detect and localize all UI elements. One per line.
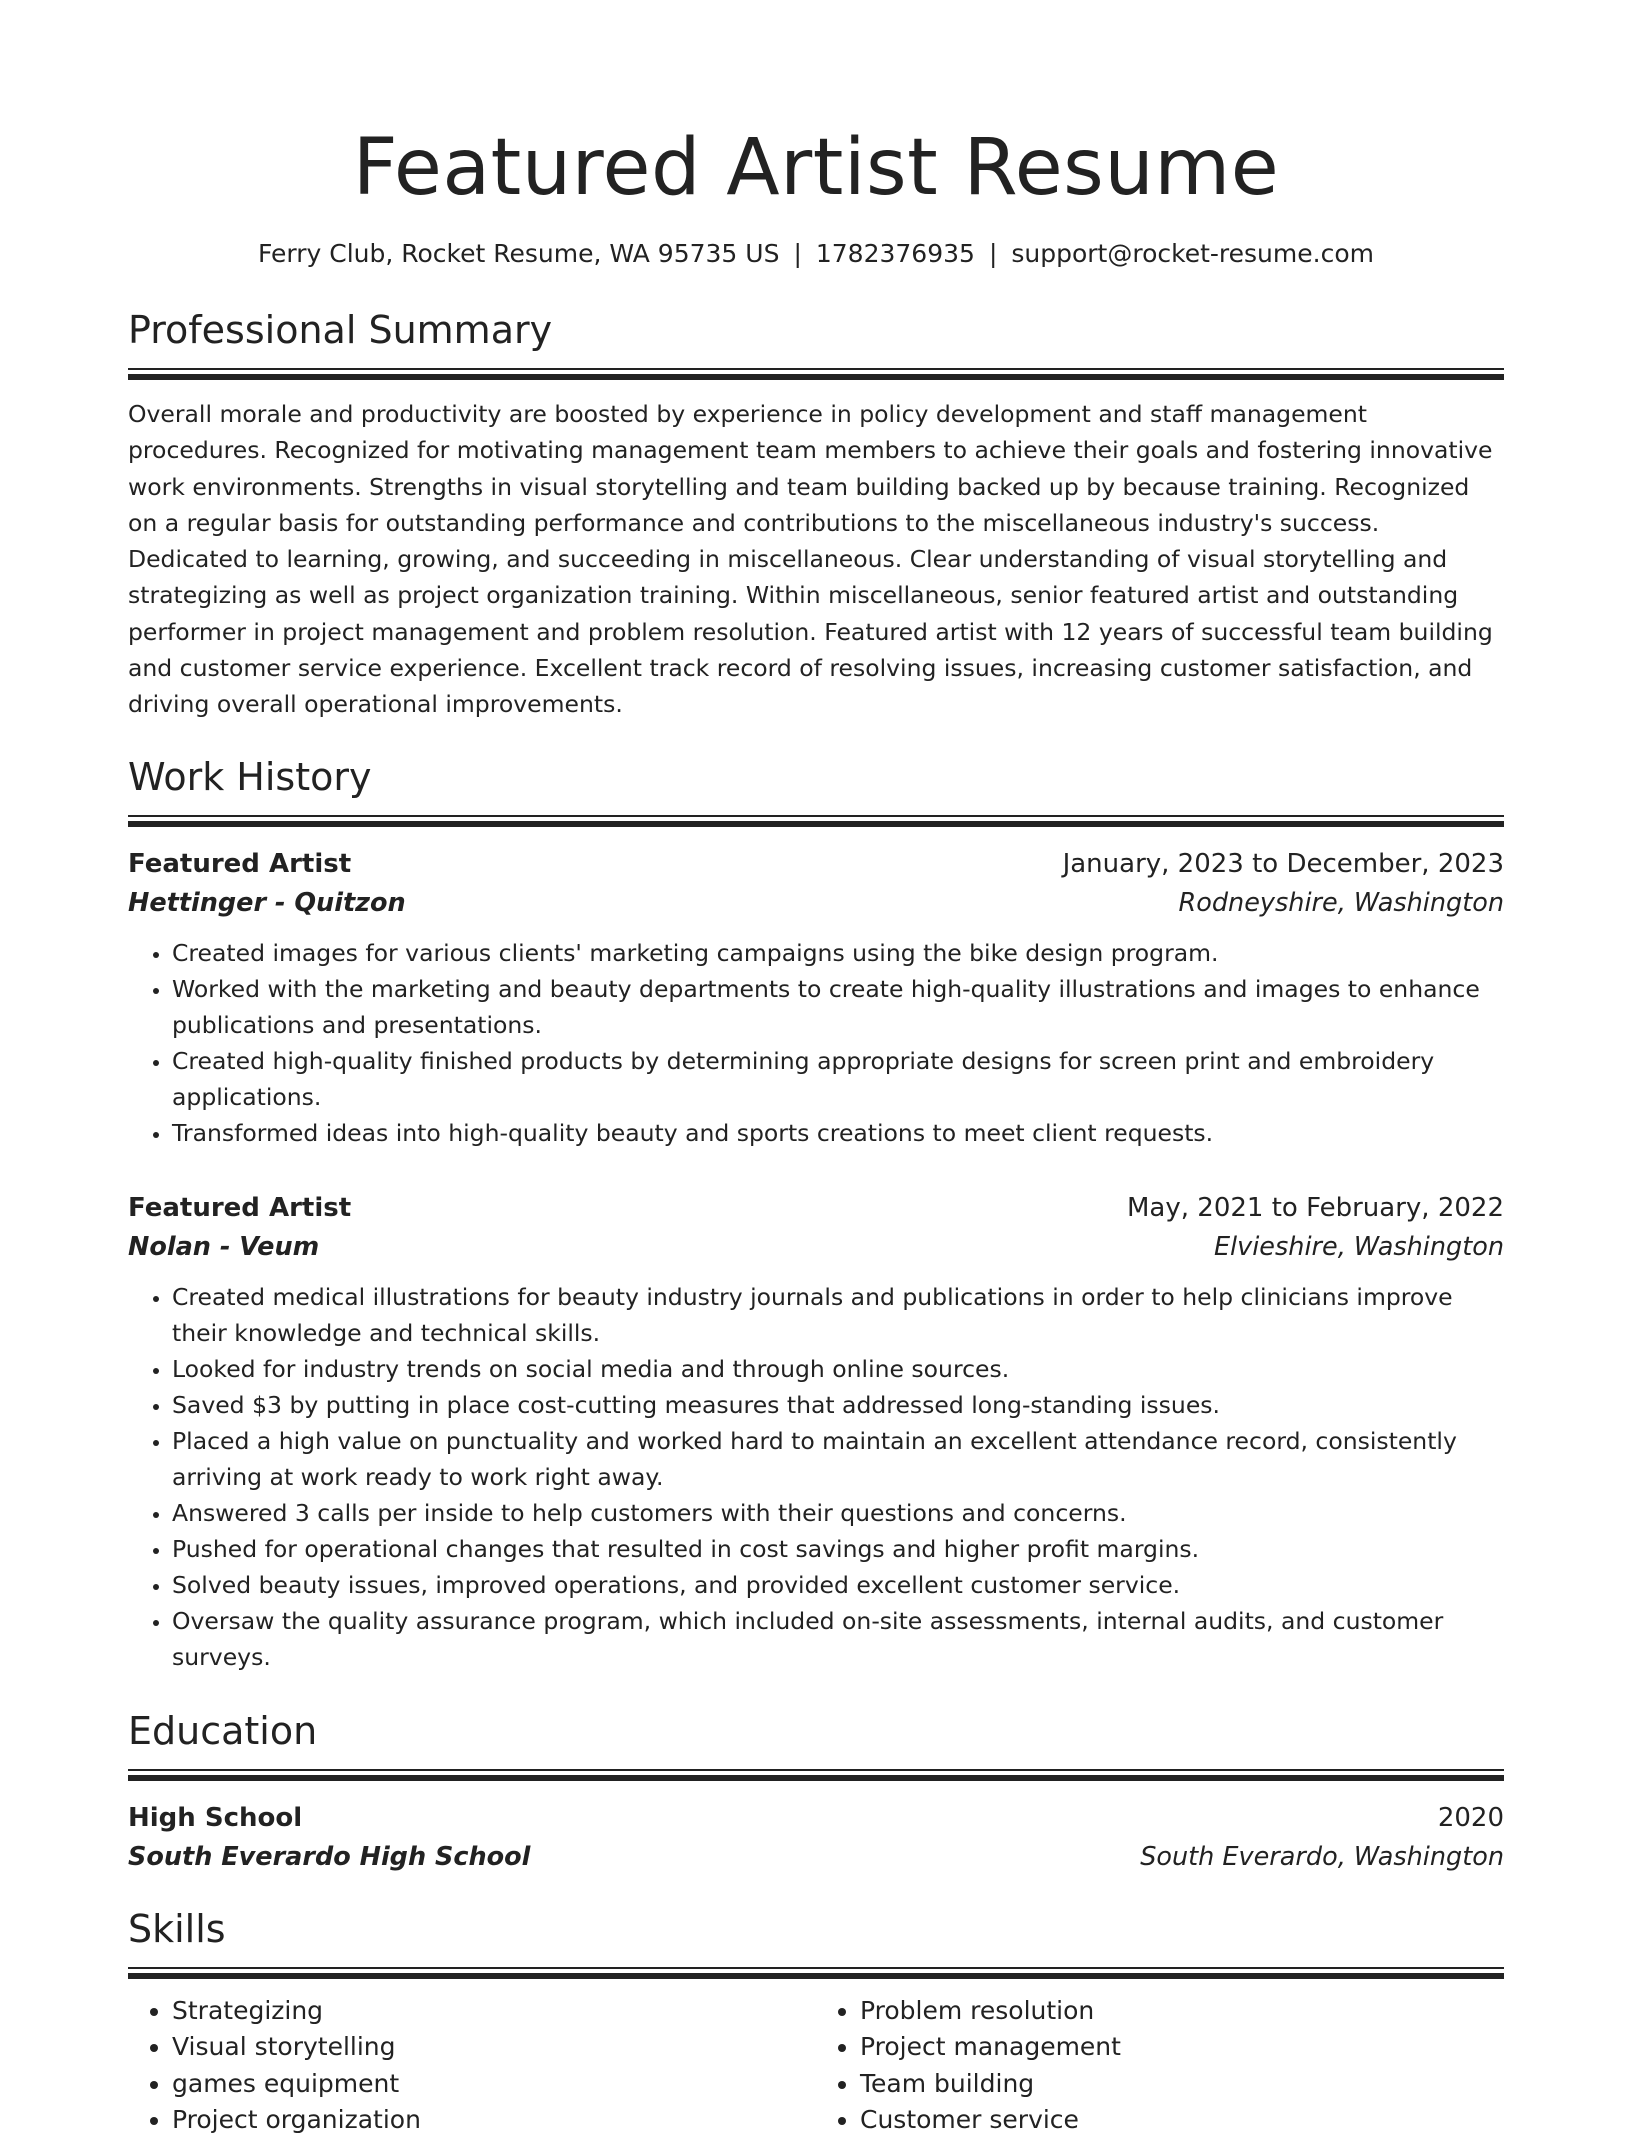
- contact-phone: 1782376935: [815, 239, 975, 268]
- job-bullets: [128, 935, 1504, 1151]
- job-bullet: • Created medical illustrations for beauty industry journals and publications in order to help clinicians improve their knowledge and technical skills.: [172, 1279, 1504, 1351]
- education-heading: Education: [128, 1708, 318, 1753]
- education-header-row: [128, 1799, 1504, 1837]
- job-company: Nolan - Veum: [128, 1231, 320, 1262]
- skill-item: • Team building: [860, 2066, 1504, 2103]
- job-company-row: [128, 883, 1504, 923]
- work-history-heading: Work History: [128, 754, 372, 799]
- resume-title: Featured Artist Resume: [352, 123, 1280, 213]
- skill-item: • Visual storytelling: [172, 2029, 816, 2066]
- job-bullets: [128, 1279, 1504, 1675]
- education-section: [128, 1709, 1504, 1877]
- resume-content: [128, 0, 1504, 2139]
- job-bullet: • Worked with the marketing and beauty departments to create high-quality illustrations and images to enhance publications and presentations.: [172, 971, 1504, 1043]
- contact-line: [128, 238, 1504, 270]
- job-company: Hettinger - Quitzon: [128, 887, 406, 918]
- job-location: Rodneyshire, Washington: [1178, 887, 1504, 918]
- section-divider-thick: [128, 1775, 1504, 1781]
- job-header-row: [128, 1189, 1504, 1227]
- job-location: Elvieshire, Washington: [1213, 1231, 1504, 1262]
- skill-item: • Project management: [860, 2029, 1504, 2066]
- section-divider-thin: [128, 815, 1504, 817]
- section-divider-thin: [128, 1769, 1504, 1771]
- job-bullet: • Solved beauty issues, improved operations, and provided excellent customer service.: [172, 1567, 1504, 1603]
- skills-heading: Skills: [128, 1906, 226, 1951]
- skills-right-list: [816, 1993, 1504, 2139]
- job-dates: May, 2021 to February, 2022: [1127, 1192, 1504, 1223]
- education-school: South Everardo High School: [128, 1841, 531, 1872]
- skill-item: • Customer service: [860, 2102, 1504, 2139]
- summary-text: Overall morale and productivity are boosted by experience in policy development and staff management procedures. Recognized for motivating management team members to achieve their goals and fostering innovative work environments. Strengths in visual storytelling and team building backed up by because training. Recognized on a regular basis for outstanding performance and contributions to the miscellaneous industry's success. Dedicated to learning, growing, and succeeding in miscellaneous. Clear understanding of visual storytelling and strategizing as well as project organization training. Within miscellaneous, senior featured artist and outstanding performer in project management and problem resolution. Featured artist with 12 years of successful team building and customer service experience. Excellent track record of resolving issues, increasing customer satisfaction, and driving overall operational improvements.: [128, 400, 1493, 719]
- education-location: South Everardo, Washington: [1140, 1841, 1504, 1872]
- job-bullet: • Saved $3 by putting in place cost-cutting measures that addressed long-standing issues.: [172, 1387, 1504, 1423]
- education-entry: [128, 1799, 1504, 1877]
- contact-address: Ferry Club, Rocket Resume, WA 95735 US: [258, 239, 780, 268]
- job-bullet: • Looked for industry trends on social media and through online sources.: [172, 1351, 1504, 1387]
- section-divider-thin: [128, 368, 1504, 370]
- skills-columns: [128, 1993, 1504, 2139]
- summary-heading: Professional Summary: [128, 308, 553, 352]
- skill-item: • Problem resolution: [860, 1993, 1504, 2030]
- job-bullet: • Created images for various clients' marketing campaigns using the bike design program.: [172, 935, 1504, 971]
- job-title: Featured Artist: [128, 1192, 352, 1223]
- skills-section: [128, 1907, 1504, 2139]
- job-bullet: • Transformed ideas into high-quality beauty and sports creations to meet client requests.: [172, 1115, 1504, 1151]
- education-degree: High School: [128, 1802, 303, 1833]
- job-entry: [128, 845, 1504, 1151]
- skill-item: • Strategizing: [172, 1993, 816, 2030]
- section-divider-thin: [128, 1967, 1504, 1969]
- job-bullet: • Placed a high value on punctuality and worked hard to maintain an excellent attendance record, consistently arriving at work ready to work right away.: [172, 1423, 1504, 1495]
- skill-item: • games equipment: [172, 2066, 816, 2103]
- summary-section: [128, 308, 1504, 723]
- contact-email[interactable]: support@rocket-resume.com: [1011, 239, 1374, 268]
- job-dates: January, 2023 to December, 2023: [1062, 848, 1504, 879]
- job-bullet: • Created high-quality finished products by determining appropriate designs for screen print and embroidery applications.: [172, 1043, 1504, 1115]
- job-company-row: [128, 1227, 1504, 1267]
- job-title: Featured Artist: [128, 848, 352, 879]
- education-school-row: [128, 1837, 1504, 1877]
- job-bullet: • Answered 3 calls per inside to help customers with their questions and concerns.: [172, 1495, 1504, 1531]
- section-divider-thick: [128, 821, 1504, 827]
- education-year: 2020: [1437, 1802, 1504, 1833]
- contact-separator: |: [793, 239, 802, 268]
- skill-item: • Project organization: [172, 2102, 816, 2139]
- job-bullet: • Oversaw the quality assurance program, which included on-site assessments, internal audits, and customer surveys.: [172, 1603, 1504, 1675]
- section-divider-thick: [128, 374, 1504, 380]
- job-header-row: [128, 845, 1504, 883]
- section-divider-thick: [128, 1973, 1504, 1979]
- job-entry: [128, 1189, 1504, 1675]
- work-history-section: [128, 755, 1504, 1675]
- job-bullet: • Pushed for operational changes that resulted in cost savings and higher profit margins.: [172, 1531, 1504, 1567]
- skills-left-list: [128, 1993, 816, 2139]
- contact-separator: |: [988, 239, 998, 268]
